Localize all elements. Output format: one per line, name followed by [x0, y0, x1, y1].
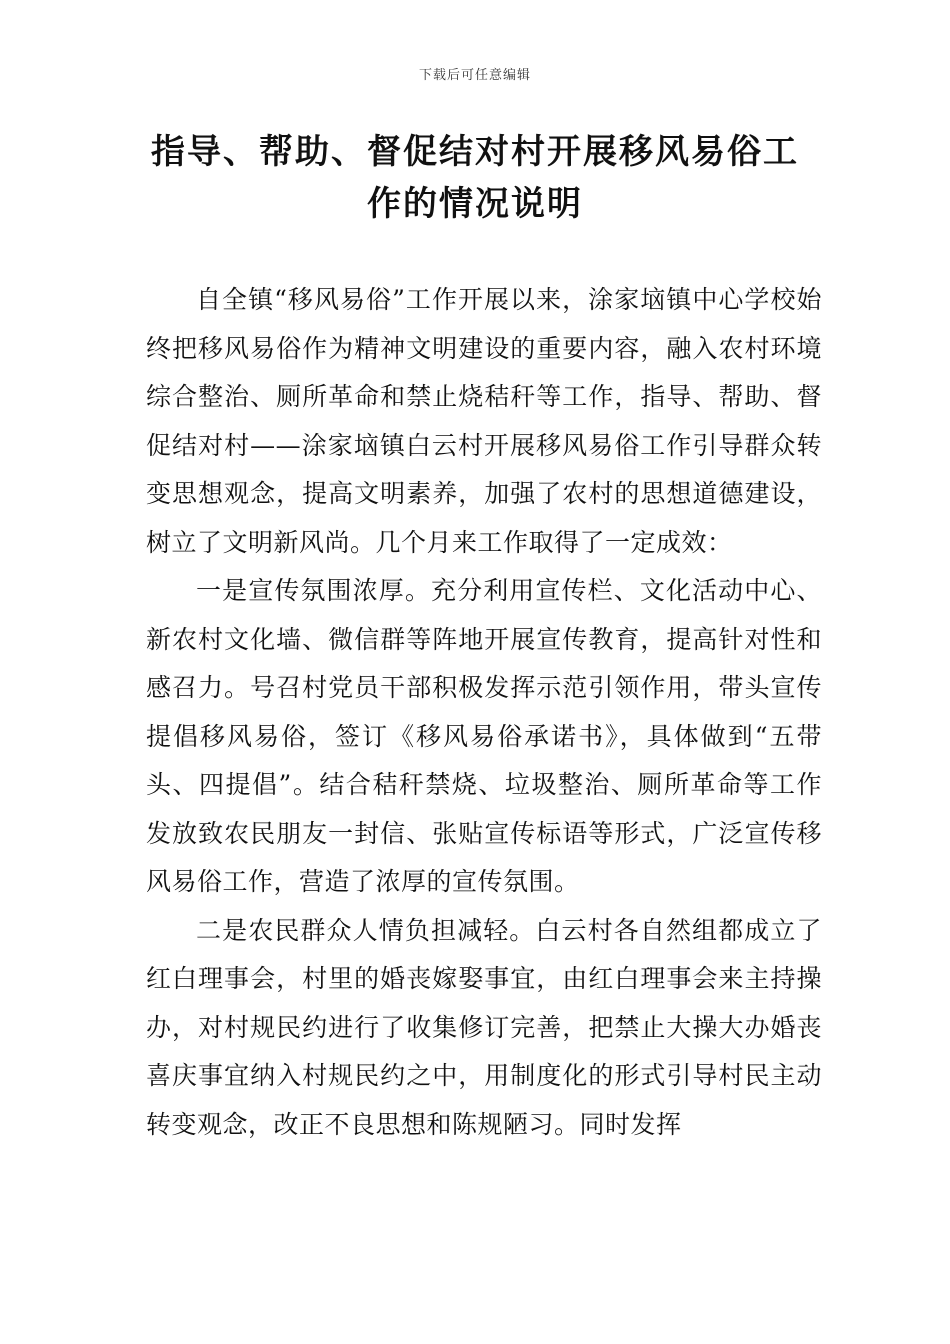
paragraph-burden-reduction: 二是农民群众人情负担减轻。白云村各自然组都成立了红白理事会，村里的婚丧嫁娶事宜，由红白理事会来主持操办，对村规民约进行了收集修订完善，把禁止大操大办婚丧喜庆事宜纳入村规民约之中，用制度化的形式引导村民主动转变观念，改正不良思想和陈规陋习。同时发挥 — [146, 915, 822, 1139]
paragraph-intro: 自全镇“移风易俗”工作开展以来，涂家垴镇中心学校始终把移风易俗作为精神文明建设的重要内容，融入农村环境综合整治、厕所革命和禁止烧秸秆等工作，指导、帮助、督促结对村——涂家垴镇白云村开展移风易俗工作引导群众转变思想观念，提高文明素养，加强了农村的思想道德建设，树立了文明新风尚。几个月来工作取得了一定成效： — [146, 285, 822, 557]
header-note: 下载后可任意编辑 — [418, 68, 531, 83]
document-title: 指导、帮助、督促结对村开展移风易俗工作的情况说明 — [151, 132, 799, 224]
document-body — [146, 276, 822, 1149]
paragraph-propaganda: 一是宣传氛围浓厚。充分利用宣传栏、文化活动中心、新农村文化墙、微信群等阵地开展宣传教育，提高针对性和感召力。号召村党员干部积极发挥示范引领作用，带头宣传提倡移风易俗，签订《移风易俗承诺书》，具体做到“五带头、四提倡”。结合秸秆禁烧、垃圾整治、厕所革命等工作发放致农民朋友一封信、张贴宣传标语等形式，广泛宣传移风易俗工作，营造了浓厚的宣传氛围。 — [146, 576, 822, 896]
